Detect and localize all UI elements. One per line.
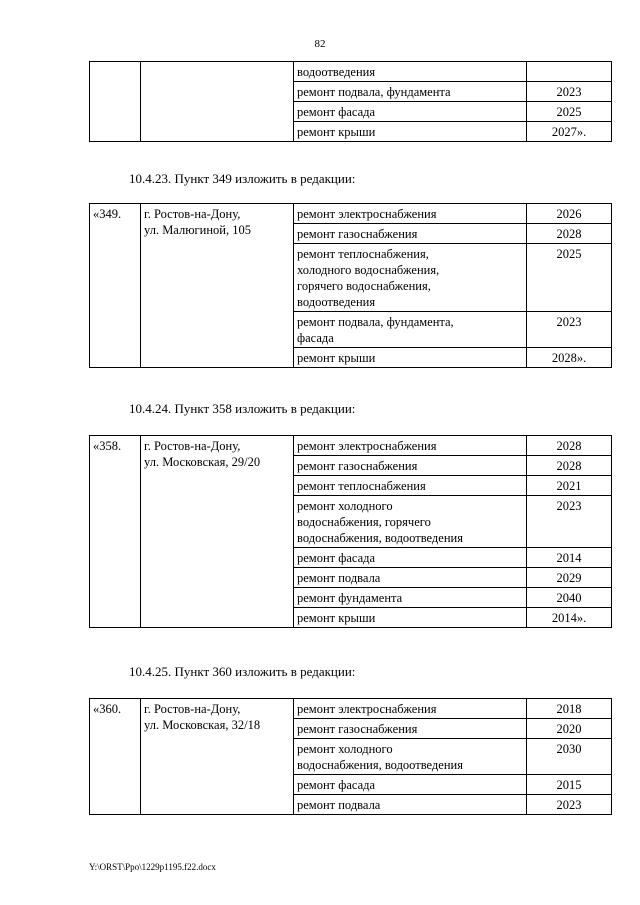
work-cell bbox=[294, 244, 527, 312]
year-cell: 2023 bbox=[527, 312, 612, 348]
work-cell: ремонт подвала, фундамента bbox=[294, 82, 527, 102]
table-row bbox=[90, 699, 612, 719]
year-cell: 2014 bbox=[527, 548, 612, 568]
year-cell: 2040 bbox=[527, 588, 612, 608]
work-line: водоснабжения, водоотведения bbox=[297, 531, 463, 545]
work-cell: ремонт фундамента bbox=[294, 588, 527, 608]
year-cell: 2030 bbox=[527, 739, 612, 775]
work-cell: ремонт электроснабжения bbox=[294, 699, 527, 719]
year-cell: 2025 bbox=[527, 244, 612, 312]
year-cell: 2023 bbox=[527, 82, 612, 102]
year-cell: 2027». bbox=[527, 122, 612, 142]
work-line: ремонт холодного bbox=[297, 499, 393, 513]
number-cell: «349. bbox=[90, 204, 141, 368]
work-cell: ремонт газоснабжения bbox=[294, 719, 527, 739]
section-heading: 10.4.25. Пункт 360 изложить в редакции: bbox=[129, 664, 356, 679]
work-cell bbox=[294, 312, 527, 348]
work-cell: ремонт электроснабжения bbox=[294, 204, 527, 224]
work-line: холодного водоснабжения, bbox=[297, 263, 440, 277]
address-line: г. Ростов-на-Дону, bbox=[144, 439, 241, 453]
item-table-360 bbox=[89, 698, 612, 815]
work-line: ремонт теплоснабжения, bbox=[297, 247, 429, 261]
address-line: г. Ростов-на-Дону, bbox=[144, 207, 241, 221]
work-cell bbox=[294, 496, 527, 548]
table-row bbox=[90, 436, 612, 456]
year-cell: 2023 bbox=[527, 496, 612, 548]
year-cell: 2020 bbox=[527, 719, 612, 739]
work-cell: ремонт газоснабжения bbox=[294, 456, 527, 476]
year-cell: 2029 bbox=[527, 568, 612, 588]
address-line: ул. Московская, 29/20 bbox=[144, 455, 261, 469]
year-cell: 2018 bbox=[527, 699, 612, 719]
table-row bbox=[90, 62, 612, 82]
continuation-table bbox=[89, 61, 612, 142]
work-line: водоотведения bbox=[297, 295, 376, 309]
year-cell: 2028». bbox=[527, 348, 612, 368]
address-line: г. Ростов-на-Дону, bbox=[144, 702, 241, 716]
item-table-358 bbox=[89, 435, 612, 628]
table-row bbox=[90, 204, 612, 224]
year-cell: 2015 bbox=[527, 775, 612, 795]
work-cell: ремонт подвала bbox=[294, 795, 527, 815]
year-cell: 2025 bbox=[527, 102, 612, 122]
year-cell: 2028 bbox=[527, 436, 612, 456]
work-cell bbox=[294, 739, 527, 775]
address-line: ул. Малюгиной, 105 bbox=[144, 223, 251, 237]
work-line: фасада bbox=[297, 331, 334, 345]
year-cell: 2026 bbox=[527, 204, 612, 224]
work-cell: ремонт крыши bbox=[294, 608, 527, 628]
work-cell: ремонт фасада bbox=[294, 102, 527, 122]
work-cell: водоотведения bbox=[294, 62, 527, 82]
address-cell bbox=[141, 436, 294, 628]
year-cell: 2021 bbox=[527, 476, 612, 496]
year-cell: 2023 bbox=[527, 795, 612, 815]
work-line: ремонт холодного bbox=[297, 742, 393, 756]
year-cell: 2014». bbox=[527, 608, 612, 628]
address-cell bbox=[141, 62, 294, 142]
work-cell: ремонт подвала bbox=[294, 568, 527, 588]
work-cell: ремонт электроснабжения bbox=[294, 436, 527, 456]
item-table-349 bbox=[89, 203, 612, 368]
work-cell: ремонт фасада bbox=[294, 548, 527, 568]
work-line: ремонт подвала, фундамента, bbox=[297, 315, 454, 329]
work-cell: ремонт теплоснабжения bbox=[294, 476, 527, 496]
address-line: ул. Московская, 32/18 bbox=[144, 718, 261, 732]
address-cell bbox=[141, 204, 294, 368]
section-heading: 10.4.24. Пункт 358 изложить в редакции: bbox=[129, 401, 356, 416]
address-cell bbox=[141, 699, 294, 815]
year-cell: 2028 bbox=[527, 224, 612, 244]
number-cell: «360. bbox=[90, 699, 141, 815]
work-cell: ремонт фасада bbox=[294, 775, 527, 795]
number-cell: «358. bbox=[90, 436, 141, 628]
work-cell: ремонт крыши bbox=[294, 122, 527, 142]
number-cell bbox=[90, 62, 141, 142]
section-heading: 10.4.23. Пункт 349 изложить в редакции: bbox=[129, 171, 356, 186]
work-line: водоснабжения, водоотведения bbox=[297, 758, 463, 772]
page-number: 82 bbox=[314, 38, 326, 50]
work-cell: ремонт крыши bbox=[294, 348, 527, 368]
work-line: водоснабжения, горячего bbox=[297, 515, 431, 529]
file-path-footer: Y:\ORST\Ppo\1229p1195.f22.docx bbox=[89, 862, 216, 872]
year-cell: 2028 bbox=[527, 456, 612, 476]
year-cell bbox=[527, 62, 612, 82]
work-line: горячего водоснабжения, bbox=[297, 279, 431, 293]
work-cell: ремонт газоснабжения bbox=[294, 224, 527, 244]
